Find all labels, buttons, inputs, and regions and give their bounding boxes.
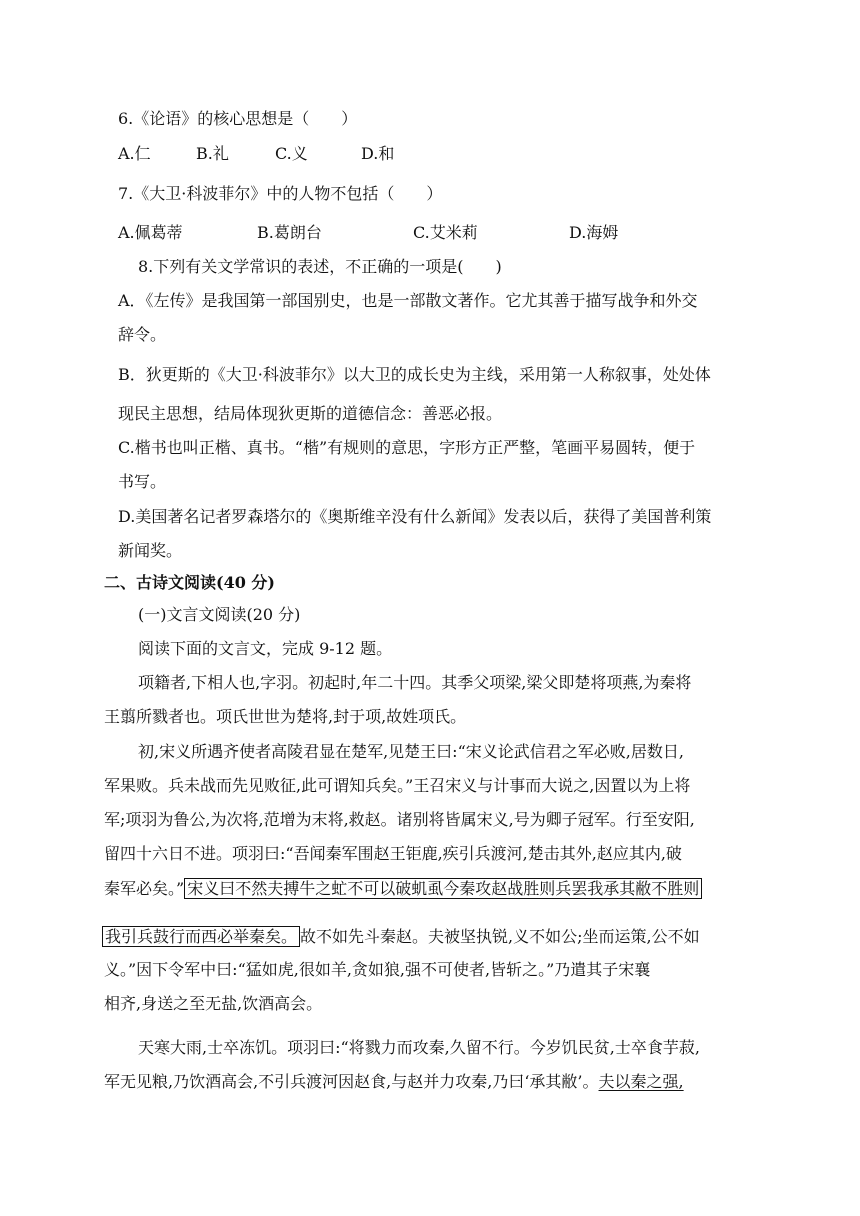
passage-p2-line4: 留四十六日不进。项羽曰:“吾闻秦军围赵王钜鹿,疾引兵渡河,楚击其外,赵应其内,破: [104, 844, 682, 863]
q8-option-c-line2: 书写。: [118, 472, 167, 491]
passage-p2-line1: 初,宋义所遇齐使者高陵君显在楚军,见楚王曰:“宋义论武信君之军必败,居数日,: [138, 742, 684, 761]
passage-text: 军无见粮,乃饮酒高会,不引兵渡河因赵食,与赵并力攻秦,乃曰‘承其敝’。: [104, 1072, 599, 1091]
passage-p2-line3: 军;项羽为鲁公,为次将,范增为末将,救赵。诸别将皆属宋义,号为卿子冠军。行至安阳,: [104, 810, 695, 829]
underlined-sentence: 夫以秦之强,: [598, 1072, 684, 1091]
q6-option-c: C.义: [275, 144, 308, 163]
passage-text: 故不如先斗秦赵。夫被坚执锐,义不如公;坐而运策,公不如: [300, 927, 700, 946]
passage-p2-line2: 军果败。兵未战而先见败征,此可谓知兵矣。”王召宋义与计事而大说之,因置以为上将: [104, 776, 691, 795]
q8-option-a-line1: A．《左传》是我国第一部国别史，也是一部散文著作。它尤其善于描写战争和外交: [118, 291, 698, 310]
q8-option-a-line2: 辞令。: [118, 325, 167, 344]
question-6-stem: 6.《论语》的核心思想是（ ）: [118, 109, 358, 128]
passage-p2-line7: 义。”因下令军中曰:“猛如虎,很如羊,贪如狼,强不可使者,皆斩之。”乃遣其子宋襄: [104, 960, 651, 979]
q7-option-d: D.海姆: [569, 223, 619, 242]
q6-option-a: A.仁: [118, 144, 151, 163]
q7-option-b: B.葛朗台: [257, 223, 322, 242]
passage-p2-line6: [102, 925, 700, 949]
reading-instruction: 阅读下面的文言文，完成 9-12 题。: [138, 639, 393, 658]
passage-p3-line1: 天寒大雨,士卒冻饥。项羽曰:“将戮力而攻秦,久留不行。今岁饥民贫,士卒食芋菽,: [138, 1038, 700, 1057]
q8-option-b-line2: 现民主思想，结局体现狄更斯的道德信念：善恶必报。: [118, 404, 503, 423]
q8-option-b-line1: B．狄更斯的《大卫·科波菲尔》以大卫的成长史为主线，采用第一人称叙事，处处体: [118, 365, 711, 384]
passage-text: 秦军必矣。”: [104, 879, 185, 898]
q8-option-d-line1: D.美国著名记者罗森塔尔的《奥斯维辛没有什么新闻》发表以后，获得了美国普利策: [118, 507, 712, 526]
subsection-heading: (一)文言文阅读(20 分): [138, 605, 301, 624]
q8-option-c-line1: C.楷书也叫正楷、真书。“楷”有规则的意思，字形方正严整，笔画平易圆转，便于: [118, 438, 696, 457]
passage-p1-line1: 项籍者,下相人也,字羽。初起时,年二十四。其季父项梁,梁父即楚将项燕,为秦将: [138, 673, 692, 692]
boxed-sentence-part1: 宋义曰不然夫搏牛之虻不可以破虮虱今秦攻赵战胜则兵罢我承其敝不胜则: [184, 878, 702, 899]
section-heading: 二、古诗文阅读(40 分): [104, 573, 275, 592]
passage-p2-line5: [104, 877, 702, 901]
q6-option-b: B.礼: [196, 144, 229, 163]
q6-option-d: D.和: [361, 144, 395, 163]
boxed-sentence-part2: 我引兵鼓行而西必举秦矣。: [102, 926, 300, 947]
question-8-stem: 8.下列有关文学常识的表述，不正确的一项是( ): [138, 257, 502, 276]
passage-p3-line2: [104, 1070, 684, 1094]
passage-p2-line8: 相齐,身送之至无盐,饮酒高会。: [104, 994, 323, 1013]
q7-option-a: A.佩葛蒂: [118, 223, 183, 242]
q7-option-c: C.艾米莉: [413, 223, 478, 242]
question-7-stem: 7.《大卫·科波菲尔》中的人物不包括（ ）: [118, 184, 443, 203]
q8-option-d-line2: 新闻奖。: [118, 541, 183, 560]
passage-p1-line2: 王翦所戮者也。项氏世世为楚将,封于项,故姓项氏。: [104, 707, 467, 726]
